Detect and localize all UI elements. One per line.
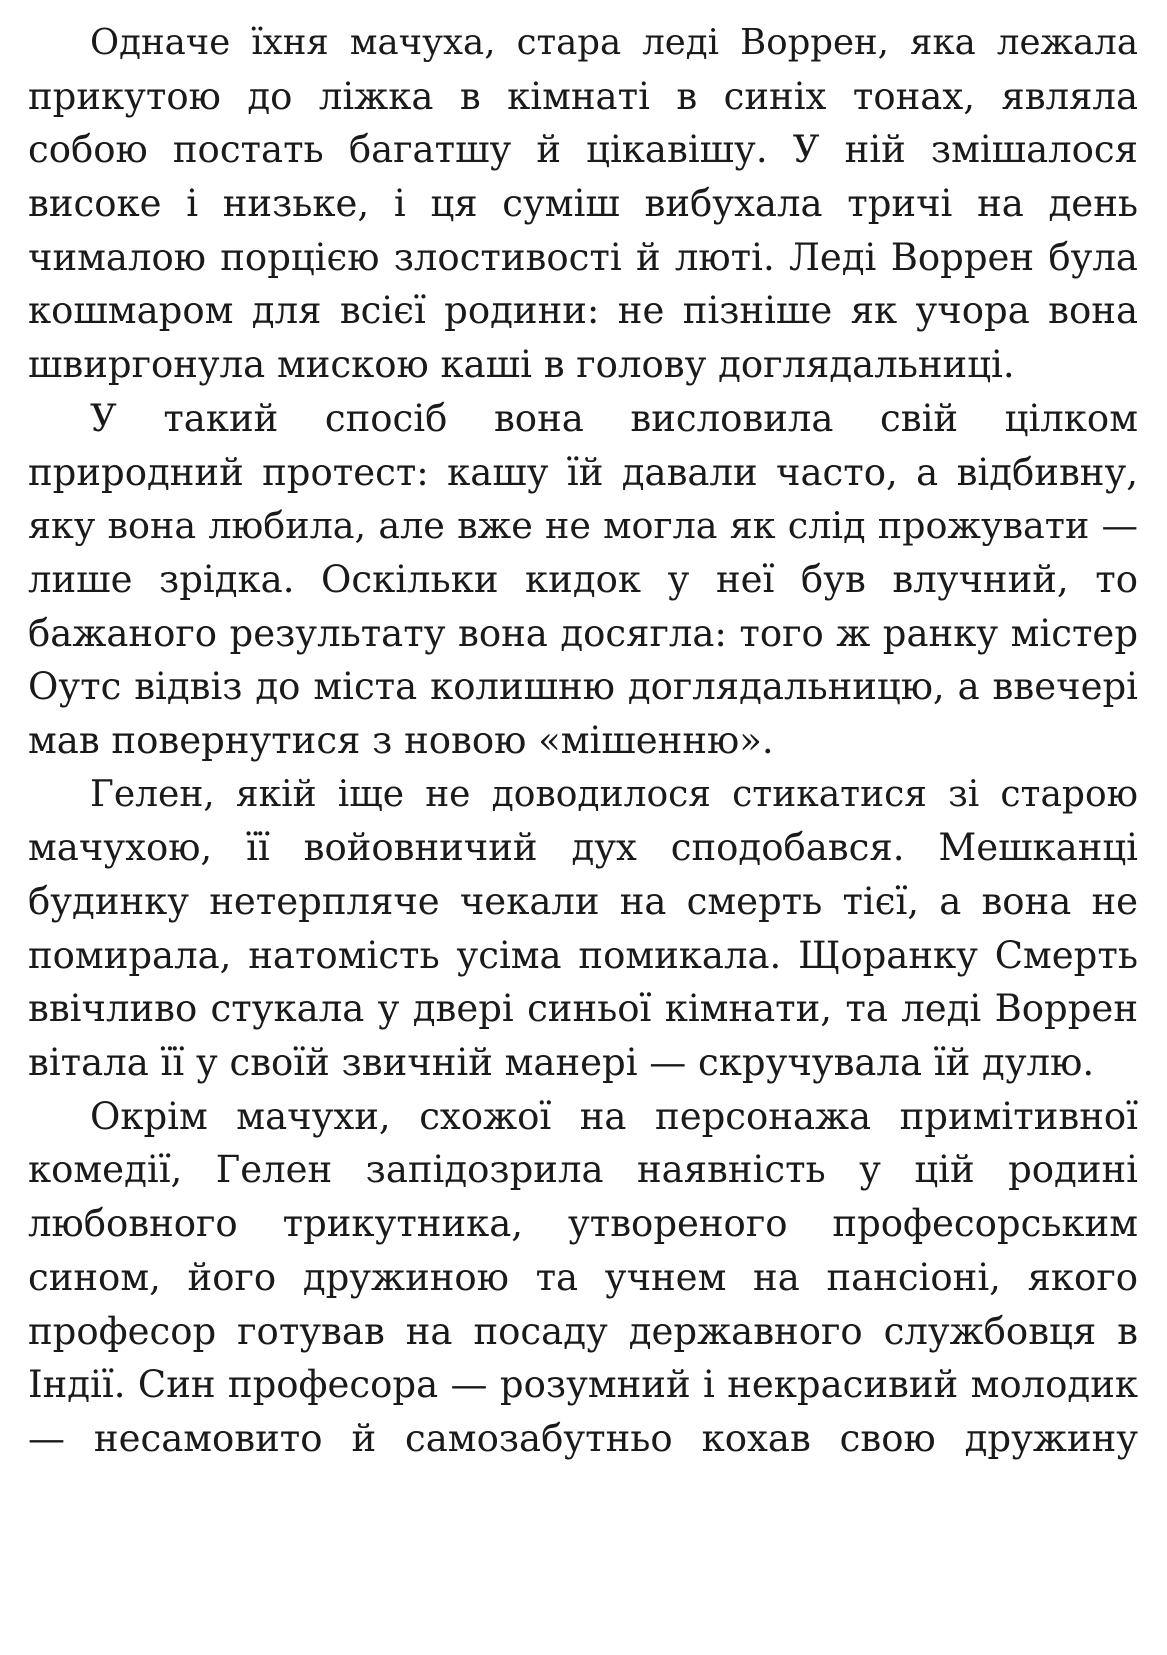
text-line: У такий спосіб вона висловила свій цілком bbox=[90, 396, 1138, 440]
text-line: мав повернутися з новою «мішенню». bbox=[28, 718, 774, 762]
text-line: Оутс відвіз до міста колишню доглядальницю, а ввечері bbox=[28, 665, 1138, 709]
text-line: вітала її у своїй звичній манері — скручувала їй дулю. bbox=[28, 1041, 1095, 1085]
text-line: будинку нетерпляче чекали на смерть тієї, а вона не bbox=[28, 880, 1138, 923]
text-line: собою постать багатшу й цікавішу. У ній змішалося bbox=[28, 128, 1138, 172]
text-line: комедії, Гелен запідозрила наявність у цій родині bbox=[28, 1148, 1138, 1192]
text-line: чималою порцією злостивості й люті. Леді Воррен була bbox=[28, 235, 1138, 279]
text-line: прикутою до ліжка в кімнаті в синіх тонах, являла bbox=[28, 74, 1138, 118]
text-line: лише зрідка. Оскільки кидок у неї був влучний, то bbox=[28, 557, 1138, 601]
text-line: кошмаром для всієї родини: не пізніше як учора вона bbox=[28, 289, 1138, 333]
text-line: бажаного результату вона досягла: того ж ранку містер bbox=[28, 611, 1138, 655]
text-line: швиргонула мискою каші в голову доглядальниці. bbox=[28, 343, 1015, 387]
book-page-text bbox=[28, 16, 1138, 1466]
text-line: мачухою, її войовничий дух сподобався. Мешканці bbox=[28, 826, 1138, 870]
text-line: сином, його дружиною та учнем на пансіоні, якого bbox=[28, 1255, 1138, 1299]
text-line: Гелен, якій іще не доводилося стикатися зі старою bbox=[90, 773, 1138, 815]
text-line: Одначе їхня мачуха, стара леді Воррен, яка лежала bbox=[90, 22, 1138, 63]
text-line: — несамовито й самозабутньо кохав свою дружину bbox=[28, 1416, 1138, 1460]
text-line: високе і низьке, і ця суміш вибухала тричі на день bbox=[28, 182, 1138, 226]
text-line: Індії. Син професора — розумний і некрасивий молодик bbox=[28, 1363, 1138, 1407]
text-line: помирала, натомість усіма помикала. Щоранку Смерть bbox=[28, 933, 1138, 977]
text-line: яку вона любила, але вже не могла як слід прожувати — bbox=[28, 504, 1138, 548]
text-line: професор готував на посаду державного службовця в bbox=[28, 1309, 1138, 1353]
text-line: любовного трикутника, утвореного професорським bbox=[28, 1202, 1138, 1246]
text-line: Окрім мачухи, схожої на персонажа примітивної bbox=[90, 1094, 1138, 1138]
text-line: природний протест: кашу їй давали часто, а відбивну, bbox=[28, 450, 1138, 494]
text-line: ввічливо стукала у двері синьої кімнати, та леді Воррен bbox=[28, 987, 1138, 1031]
